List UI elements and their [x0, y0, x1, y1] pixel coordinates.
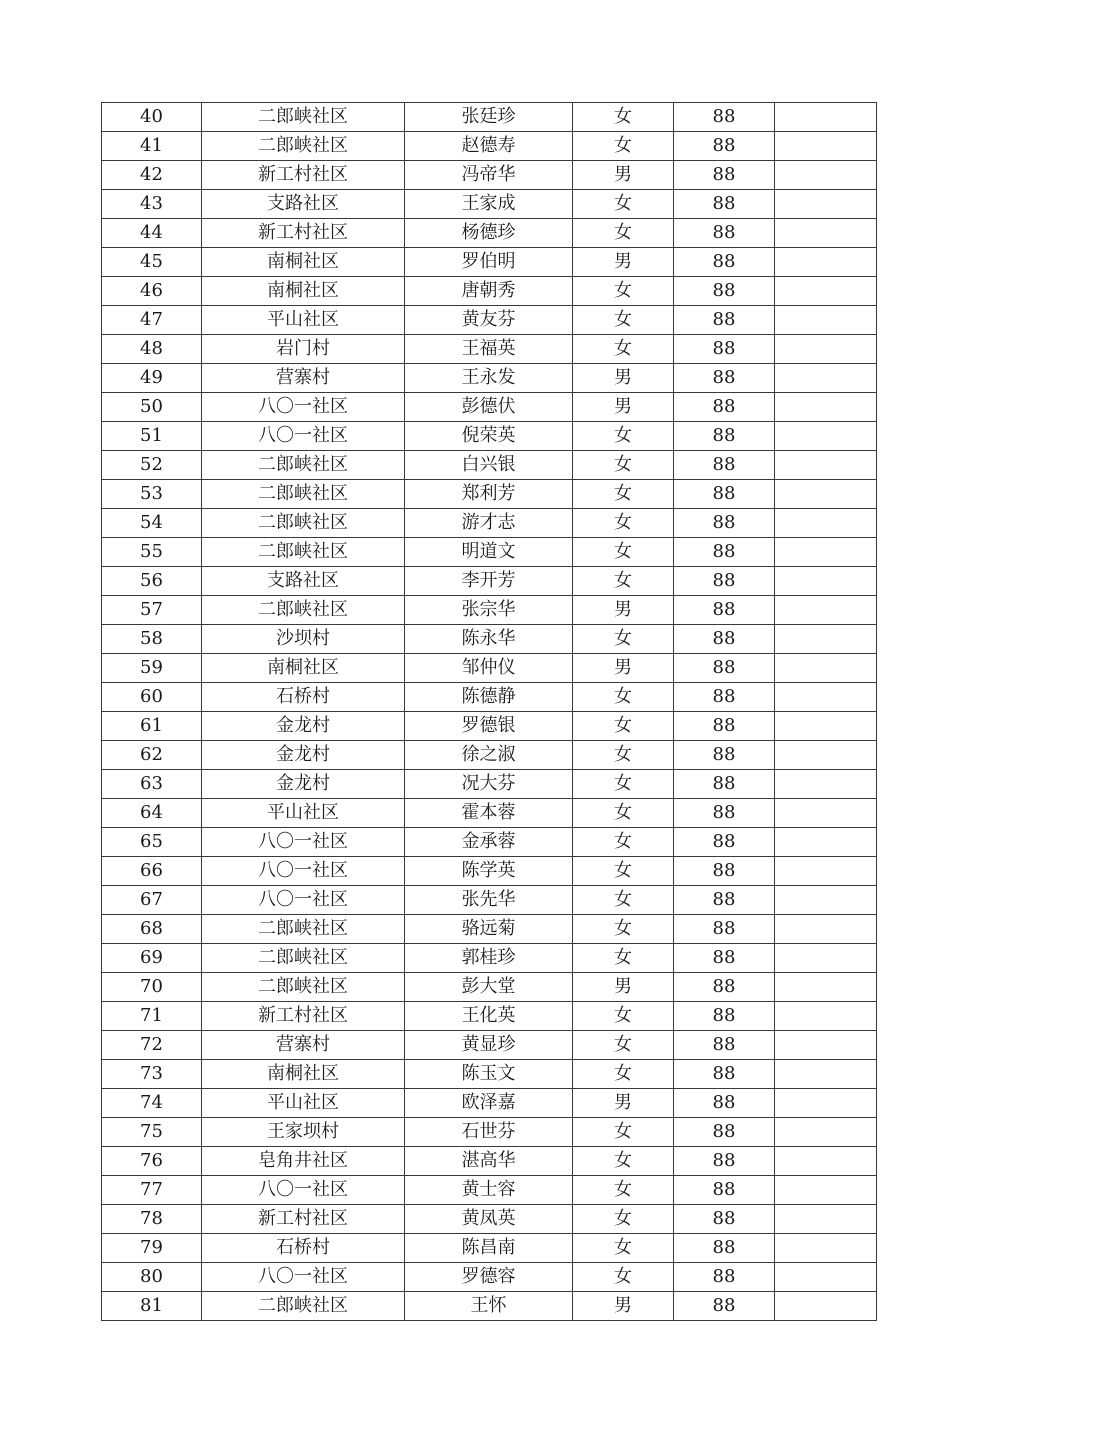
note-cell: [775, 480, 877, 509]
community-cell: 金龙村: [202, 741, 405, 770]
row-number-cell: 53: [102, 480, 202, 509]
note-cell: [775, 538, 877, 567]
row-number-cell: 56: [102, 567, 202, 596]
community-cell: 二郎峡社区: [202, 480, 405, 509]
community-cell: 石桥村: [202, 683, 405, 712]
note-cell: [775, 654, 877, 683]
note-cell: [775, 770, 877, 799]
age-cell: 88: [674, 741, 775, 770]
name-cell: 金承蓉: [405, 828, 573, 857]
name-cell: 唐朝秀: [405, 277, 573, 306]
community-cell: 岩门村: [202, 335, 405, 364]
name-cell: 李开芳: [405, 567, 573, 596]
age-cell: 88: [674, 103, 775, 132]
records-table-body: [102, 103, 877, 1321]
table-row: [102, 393, 877, 422]
age-cell: 88: [674, 1002, 775, 1031]
table-row: [102, 306, 877, 335]
name-cell: 骆远菊: [405, 915, 573, 944]
note-cell: [775, 422, 877, 451]
row-number-cell: 62: [102, 741, 202, 770]
row-number-cell: 81: [102, 1292, 202, 1321]
table-row: [102, 799, 877, 828]
note-cell: [775, 1292, 877, 1321]
row-number-cell: 57: [102, 596, 202, 625]
age-cell: 88: [674, 770, 775, 799]
age-cell: 88: [674, 132, 775, 161]
table-row: [102, 741, 877, 770]
table-row: [102, 886, 877, 915]
sex-cell: 女: [573, 857, 674, 886]
name-cell: 欧泽嘉: [405, 1089, 573, 1118]
sex-cell: 女: [573, 712, 674, 741]
note-cell: [775, 596, 877, 625]
name-cell: 徐之淑: [405, 741, 573, 770]
age-cell: 88: [674, 335, 775, 364]
table-row: [102, 1234, 877, 1263]
name-cell: 况大芬: [405, 770, 573, 799]
note-cell: [775, 857, 877, 886]
age-cell: 88: [674, 306, 775, 335]
sex-cell: 女: [573, 451, 674, 480]
note-cell: [775, 335, 877, 364]
age-cell: 88: [674, 1147, 775, 1176]
age-cell: 88: [674, 799, 775, 828]
sex-cell: 女: [573, 1002, 674, 1031]
sex-cell: 男: [573, 161, 674, 190]
age-cell: 88: [674, 1031, 775, 1060]
row-number-cell: 51: [102, 422, 202, 451]
sex-cell: 女: [573, 741, 674, 770]
community-cell: 皂角井社区: [202, 1147, 405, 1176]
name-cell: 彭德伏: [405, 393, 573, 422]
note-cell: [775, 1176, 877, 1205]
age-cell: 88: [674, 828, 775, 857]
community-cell: 南桐社区: [202, 654, 405, 683]
name-cell: 王福英: [405, 335, 573, 364]
age-cell: 88: [674, 422, 775, 451]
name-cell: 张先华: [405, 886, 573, 915]
table-row: [102, 1147, 877, 1176]
name-cell: 明道文: [405, 538, 573, 567]
note-cell: [775, 103, 877, 132]
name-cell: 王家成: [405, 190, 573, 219]
name-cell: 黄凤英: [405, 1205, 573, 1234]
age-cell: 88: [674, 654, 775, 683]
name-cell: 湛高华: [405, 1147, 573, 1176]
sex-cell: 女: [573, 799, 674, 828]
note-cell: [775, 1031, 877, 1060]
note-cell: [775, 625, 877, 654]
name-cell: 罗德银: [405, 712, 573, 741]
row-number-cell: 47: [102, 306, 202, 335]
row-number-cell: 65: [102, 828, 202, 857]
sex-cell: 女: [573, 886, 674, 915]
name-cell: 杨德珍: [405, 219, 573, 248]
row-number-cell: 44: [102, 219, 202, 248]
table-row: [102, 857, 877, 886]
table-row: [102, 1031, 877, 1060]
note-cell: [775, 364, 877, 393]
row-number-cell: 72: [102, 1031, 202, 1060]
age-cell: 88: [674, 1060, 775, 1089]
community-cell: 平山社区: [202, 306, 405, 335]
age-cell: 88: [674, 1263, 775, 1292]
note-cell: [775, 161, 877, 190]
age-cell: 88: [674, 277, 775, 306]
row-number-cell: 49: [102, 364, 202, 393]
community-cell: 金龙村: [202, 712, 405, 741]
row-number-cell: 48: [102, 335, 202, 364]
community-cell: 营寨村: [202, 1031, 405, 1060]
sex-cell: 女: [573, 1060, 674, 1089]
table-row: [102, 480, 877, 509]
name-cell: 白兴银: [405, 451, 573, 480]
community-cell: 新工村社区: [202, 219, 405, 248]
community-cell: 新工村社区: [202, 1002, 405, 1031]
sex-cell: 女: [573, 1263, 674, 1292]
community-cell: 金龙村: [202, 770, 405, 799]
community-cell: 八〇一社区: [202, 828, 405, 857]
community-cell: 新工村社区: [202, 161, 405, 190]
name-cell: 倪荣英: [405, 422, 573, 451]
row-number-cell: 59: [102, 654, 202, 683]
row-number-cell: 77: [102, 1176, 202, 1205]
age-cell: 88: [674, 886, 775, 915]
table-row: [102, 335, 877, 364]
note-cell: [775, 1060, 877, 1089]
community-cell: 支路社区: [202, 190, 405, 219]
community-cell: 八〇一社区: [202, 1263, 405, 1292]
community-cell: 王家坝村: [202, 1118, 405, 1147]
age-cell: 88: [674, 161, 775, 190]
sex-cell: 女: [573, 1234, 674, 1263]
row-number-cell: 42: [102, 161, 202, 190]
sex-cell: 女: [573, 1205, 674, 1234]
note-cell: [775, 973, 877, 1002]
name-cell: 陈昌南: [405, 1234, 573, 1263]
row-number-cell: 68: [102, 915, 202, 944]
note-cell: [775, 1002, 877, 1031]
community-cell: 二郎峡社区: [202, 973, 405, 1002]
table-row: [102, 1205, 877, 1234]
age-cell: 88: [674, 248, 775, 277]
community-cell: 石桥村: [202, 1234, 405, 1263]
name-cell: 郭桂珍: [405, 944, 573, 973]
table-row: [102, 277, 877, 306]
table-row: [102, 538, 877, 567]
sex-cell: 女: [573, 683, 674, 712]
community-cell: 二郎峡社区: [202, 103, 405, 132]
sex-cell: 男: [573, 1292, 674, 1321]
name-cell: 冯帝华: [405, 161, 573, 190]
community-cell: 南桐社区: [202, 277, 405, 306]
row-number-cell: 55: [102, 538, 202, 567]
age-cell: 88: [674, 683, 775, 712]
age-cell: 88: [674, 1234, 775, 1263]
community-cell: 二郎峡社区: [202, 596, 405, 625]
community-cell: 营寨村: [202, 364, 405, 393]
sex-cell: 男: [573, 1089, 674, 1118]
row-number-cell: 69: [102, 944, 202, 973]
table-row: [102, 973, 877, 1002]
sex-cell: 女: [573, 277, 674, 306]
row-number-cell: 66: [102, 857, 202, 886]
community-cell: 平山社区: [202, 1089, 405, 1118]
age-cell: 88: [674, 567, 775, 596]
table-row: [102, 654, 877, 683]
note-cell: [775, 567, 877, 596]
note-cell: [775, 944, 877, 973]
row-number-cell: 74: [102, 1089, 202, 1118]
name-cell: 陈学英: [405, 857, 573, 886]
community-cell: 二郎峡社区: [202, 944, 405, 973]
age-cell: 88: [674, 973, 775, 1002]
row-number-cell: 76: [102, 1147, 202, 1176]
community-cell: 八〇一社区: [202, 393, 405, 422]
age-cell: 88: [674, 1176, 775, 1205]
sex-cell: 女: [573, 538, 674, 567]
row-number-cell: 60: [102, 683, 202, 712]
note-cell: [775, 828, 877, 857]
sex-cell: 女: [573, 190, 674, 219]
note-cell: [775, 277, 877, 306]
age-cell: 88: [674, 480, 775, 509]
table-row: [102, 1263, 877, 1292]
table-row: [102, 219, 877, 248]
records-table: [101, 102, 877, 1321]
row-number-cell: 43: [102, 190, 202, 219]
table-row: [102, 103, 877, 132]
sex-cell: 男: [573, 596, 674, 625]
sex-cell: 女: [573, 1147, 674, 1176]
note-cell: [775, 306, 877, 335]
age-cell: 88: [674, 596, 775, 625]
sex-cell: 女: [573, 422, 674, 451]
sex-cell: 女: [573, 828, 674, 857]
age-cell: 88: [674, 393, 775, 422]
age-cell: 88: [674, 451, 775, 480]
note-cell: [775, 1147, 877, 1176]
name-cell: 霍本蓉: [405, 799, 573, 828]
row-number-cell: 70: [102, 973, 202, 1002]
sex-cell: 男: [573, 973, 674, 1002]
row-number-cell: 80: [102, 1263, 202, 1292]
community-cell: 南桐社区: [202, 248, 405, 277]
table-row: [102, 132, 877, 161]
community-cell: 二郎峡社区: [202, 915, 405, 944]
name-cell: 陈德静: [405, 683, 573, 712]
name-cell: 陈永华: [405, 625, 573, 654]
age-cell: 88: [674, 944, 775, 973]
note-cell: [775, 219, 877, 248]
sex-cell: 女: [573, 306, 674, 335]
table-row: [102, 596, 877, 625]
name-cell: 陈玉文: [405, 1060, 573, 1089]
table-row: [102, 509, 877, 538]
note-cell: [775, 1205, 877, 1234]
row-number-cell: 52: [102, 451, 202, 480]
community-cell: 八〇一社区: [202, 1176, 405, 1205]
table-row: [102, 915, 877, 944]
table-row: [102, 1292, 877, 1321]
note-cell: [775, 886, 877, 915]
row-number-cell: 73: [102, 1060, 202, 1089]
sex-cell: 女: [573, 335, 674, 364]
sex-cell: 男: [573, 654, 674, 683]
name-cell: 郑利芳: [405, 480, 573, 509]
age-cell: 88: [674, 915, 775, 944]
sex-cell: 女: [573, 915, 674, 944]
age-cell: 88: [674, 509, 775, 538]
note-cell: [775, 393, 877, 422]
table-row: [102, 1176, 877, 1205]
age-cell: 88: [674, 1089, 775, 1118]
sex-cell: 女: [573, 509, 674, 538]
community-cell: 平山社区: [202, 799, 405, 828]
name-cell: 王怀: [405, 1292, 573, 1321]
note-cell: [775, 712, 877, 741]
age-cell: 88: [674, 364, 775, 393]
table-row: [102, 828, 877, 857]
note-cell: [775, 190, 877, 219]
age-cell: 88: [674, 625, 775, 654]
sex-cell: 女: [573, 219, 674, 248]
table-row: [102, 712, 877, 741]
name-cell: 王化英: [405, 1002, 573, 1031]
table-row: [102, 161, 877, 190]
age-cell: 88: [674, 857, 775, 886]
row-number-cell: 64: [102, 799, 202, 828]
row-number-cell: 46: [102, 277, 202, 306]
table-row: [102, 944, 877, 973]
name-cell: 赵德寿: [405, 132, 573, 161]
sex-cell: 女: [573, 1031, 674, 1060]
table-row: [102, 190, 877, 219]
sex-cell: 女: [573, 103, 674, 132]
community-cell: 二郎峡社区: [202, 132, 405, 161]
sex-cell: 男: [573, 364, 674, 393]
row-number-cell: 58: [102, 625, 202, 654]
note-cell: [775, 799, 877, 828]
table-row: [102, 625, 877, 654]
row-number-cell: 41: [102, 132, 202, 161]
community-cell: 沙坝村: [202, 625, 405, 654]
name-cell: 张廷珍: [405, 103, 573, 132]
age-cell: 88: [674, 538, 775, 567]
table-row: [102, 1002, 877, 1031]
note-cell: [775, 683, 877, 712]
community-cell: 二郎峡社区: [202, 1292, 405, 1321]
note-cell: [775, 915, 877, 944]
age-cell: 88: [674, 1205, 775, 1234]
name-cell: 罗德容: [405, 1263, 573, 1292]
community-cell: 南桐社区: [202, 1060, 405, 1089]
table-row: [102, 683, 877, 712]
note-cell: [775, 1263, 877, 1292]
row-number-cell: 63: [102, 770, 202, 799]
row-number-cell: 50: [102, 393, 202, 422]
name-cell: 邹仲仪: [405, 654, 573, 683]
row-number-cell: 67: [102, 886, 202, 915]
table-row: [102, 248, 877, 277]
community-cell: 二郎峡社区: [202, 451, 405, 480]
row-number-cell: 40: [102, 103, 202, 132]
name-cell: 黄士容: [405, 1176, 573, 1205]
name-cell: 黄友芬: [405, 306, 573, 335]
sex-cell: 女: [573, 132, 674, 161]
note-cell: [775, 1234, 877, 1263]
table-row: [102, 451, 877, 480]
sex-cell: 女: [573, 770, 674, 799]
row-number-cell: 75: [102, 1118, 202, 1147]
row-number-cell: 78: [102, 1205, 202, 1234]
community-cell: 八〇一社区: [202, 886, 405, 915]
table-row: [102, 1118, 877, 1147]
name-cell: 罗伯明: [405, 248, 573, 277]
name-cell: 王永发: [405, 364, 573, 393]
name-cell: 石世芬: [405, 1118, 573, 1147]
sex-cell: 女: [573, 480, 674, 509]
table-row: [102, 422, 877, 451]
row-number-cell: 61: [102, 712, 202, 741]
sex-cell: 女: [573, 944, 674, 973]
age-cell: 88: [674, 190, 775, 219]
row-number-cell: 79: [102, 1234, 202, 1263]
note-cell: [775, 248, 877, 277]
sex-cell: 女: [573, 567, 674, 596]
sex-cell: 男: [573, 393, 674, 422]
community-cell: 八〇一社区: [202, 422, 405, 451]
sex-cell: 女: [573, 625, 674, 654]
age-cell: 88: [674, 219, 775, 248]
table-row: [102, 1060, 877, 1089]
age-cell: 88: [674, 712, 775, 741]
table-row: [102, 770, 877, 799]
table-row: [102, 567, 877, 596]
row-number-cell: 71: [102, 1002, 202, 1031]
name-cell: 张宗华: [405, 596, 573, 625]
name-cell: 游才志: [405, 509, 573, 538]
note-cell: [775, 1089, 877, 1118]
community-cell: 八〇一社区: [202, 857, 405, 886]
sex-cell: 男: [573, 248, 674, 277]
community-cell: 二郎峡社区: [202, 509, 405, 538]
community-cell: 二郎峡社区: [202, 538, 405, 567]
table-row: [102, 1089, 877, 1118]
name-cell: 黄显珍: [405, 1031, 573, 1060]
age-cell: 88: [674, 1292, 775, 1321]
note-cell: [775, 509, 877, 538]
sex-cell: 女: [573, 1176, 674, 1205]
row-number-cell: 45: [102, 248, 202, 277]
row-number-cell: 54: [102, 509, 202, 538]
note-cell: [775, 451, 877, 480]
note-cell: [775, 132, 877, 161]
community-cell: 新工村社区: [202, 1205, 405, 1234]
table-row: [102, 364, 877, 393]
age-cell: 88: [674, 1118, 775, 1147]
community-cell: 支路社区: [202, 567, 405, 596]
note-cell: [775, 741, 877, 770]
note-cell: [775, 1118, 877, 1147]
name-cell: 彭大堂: [405, 973, 573, 1002]
sex-cell: 女: [573, 1118, 674, 1147]
